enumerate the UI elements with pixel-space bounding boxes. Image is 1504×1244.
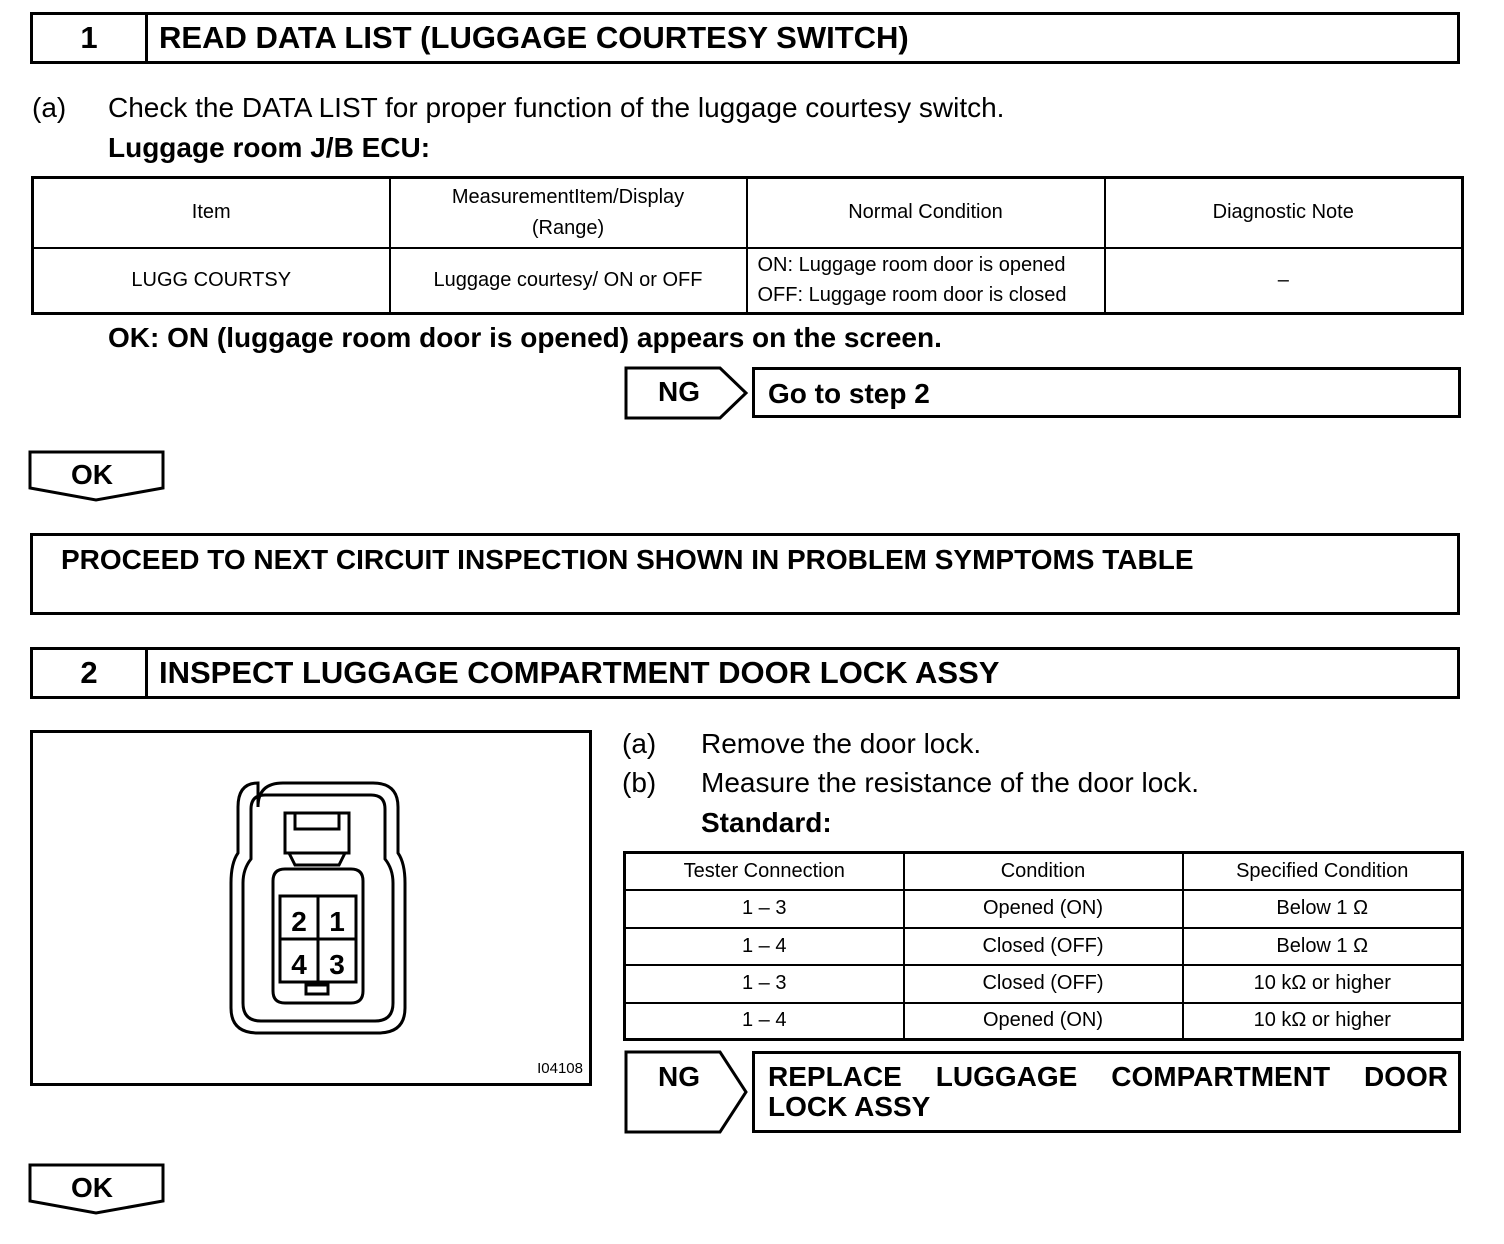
- step-2-sub-a-text: Remove the door lock.: [701, 728, 982, 759]
- step-1-title: READ DATA LIST (LUGGAGE COURTESY SWITCH): [159, 20, 909, 55]
- ng-label-1: NG: [658, 376, 700, 407]
- figure-code: I04108: [537, 1060, 583, 1077]
- cell-condition: Closed (OFF): [904, 928, 1183, 965]
- cell-item: LUGG COURTSY: [33, 248, 390, 314]
- cell-specified: 10 kΩ or higher: [1183, 965, 1463, 1003]
- header-measurement-line2: (Range): [531, 216, 605, 239]
- normal-on: ON: Luggage room door is opened: [757, 254, 1066, 277]
- cell-specified: Below 1 Ω: [1183, 890, 1463, 928]
- cell-connection: 1 – 4: [625, 928, 904, 965]
- ng-result-box-2: [752, 1051, 1461, 1133]
- cell-condition: Closed (OFF): [904, 965, 1183, 1003]
- ok-condition: OK: ON (luggage room door is opened) appears on the screen.: [108, 322, 942, 353]
- cell-condition: Opened (ON): [904, 1003, 1183, 1040]
- cell-measurement: Luggage courtesy/ ON or OFF: [390, 248, 747, 314]
- pin-4: 4: [291, 949, 307, 980]
- ok-label-1: OK: [71, 459, 113, 490]
- header-condition: Condition: [904, 853, 1183, 890]
- cell-condition: Opened (ON): [904, 890, 1183, 928]
- ng-result-box-1: [752, 367, 1461, 418]
- step-2-title: INSPECT LUGGAGE COMPARTMENT DOOR LOCK ASSY: [159, 655, 1000, 690]
- pin-2: 2: [291, 906, 307, 937]
- connector-diagram: [33, 733, 589, 1083]
- table-row: [33, 248, 1463, 314]
- step-1-header: [30, 12, 1460, 64]
- header-item: Item: [33, 178, 390, 248]
- step-2-sub-a-label: (a): [622, 728, 657, 759]
- standard-label: Standard:: [701, 807, 832, 838]
- ecu-label: Luggage room J/B ECU:: [108, 132, 431, 163]
- pin-1: 1: [329, 906, 345, 937]
- step-2-sub-b-label: (b): [622, 767, 657, 798]
- step-2-header: [30, 647, 1460, 699]
- proceed-text: PROCEED TO NEXT CIRCUIT INSPECTION SHOWN IN PROBLEM SYMPTOMS TABLE: [61, 544, 1194, 575]
- normal-off: OFF: Luggage room door is closed: [757, 284, 1067, 307]
- table-row: [625, 890, 1463, 928]
- ng-result-text-2-line1: REPLACE LUGGAGE COMPARTMENT DOOR: [768, 1061, 1448, 1092]
- step-2-number: 2: [33, 650, 148, 696]
- header-normal-condition: Normal Condition: [747, 178, 1105, 248]
- ng-label-2: NG: [658, 1061, 700, 1092]
- data-list-table: [31, 176, 1464, 315]
- header-tester-connection: Tester Connection: [625, 853, 904, 890]
- table-row: [625, 965, 1463, 1003]
- cell-specified: 10 kΩ or higher: [1183, 1003, 1463, 1040]
- ng-result-text-1: Go to step 2: [768, 378, 930, 409]
- header-measurement: [390, 178, 747, 248]
- table-row: [625, 1003, 1463, 1040]
- table-row: [625, 928, 1463, 965]
- cell-diagnostic-note: –: [1105, 248, 1463, 314]
- header-diagnostic-note: Diagnostic Note: [1105, 178, 1463, 248]
- step-1-number: 1: [33, 15, 148, 61]
- table-header-row: [625, 853, 1463, 890]
- step-1-sub-a-text: Check the DATA LIST for proper function of the luggage courtesy switch.: [108, 92, 1005, 123]
- cell-connection: 1 – 3: [625, 890, 904, 928]
- pin-3: 3: [329, 949, 345, 980]
- connector-figure: [30, 730, 592, 1086]
- step-1-sub-a-label: (a): [32, 92, 67, 123]
- cell-connection: 1 – 3: [625, 965, 904, 1003]
- cell-specified: Below 1 Ω: [1183, 928, 1463, 965]
- resistance-table: [623, 851, 1464, 1041]
- cell-connection: 1 – 4: [625, 1003, 904, 1040]
- table-header-row: [33, 178, 1463, 248]
- header-measurement-line1: MeasurementItem/Display: [451, 185, 685, 208]
- header-specified-condition: Specified Condition: [1183, 853, 1463, 890]
- proceed-box: [30, 533, 1460, 615]
- cell-normal-condition: [747, 248, 1105, 314]
- ng-result-text-2-line2: LOCK ASSY: [768, 1091, 931, 1122]
- step-2-sub-b-text: Measure the resistance of the door lock.: [701, 767, 1200, 798]
- ok-label-2: OK: [71, 1172, 113, 1203]
